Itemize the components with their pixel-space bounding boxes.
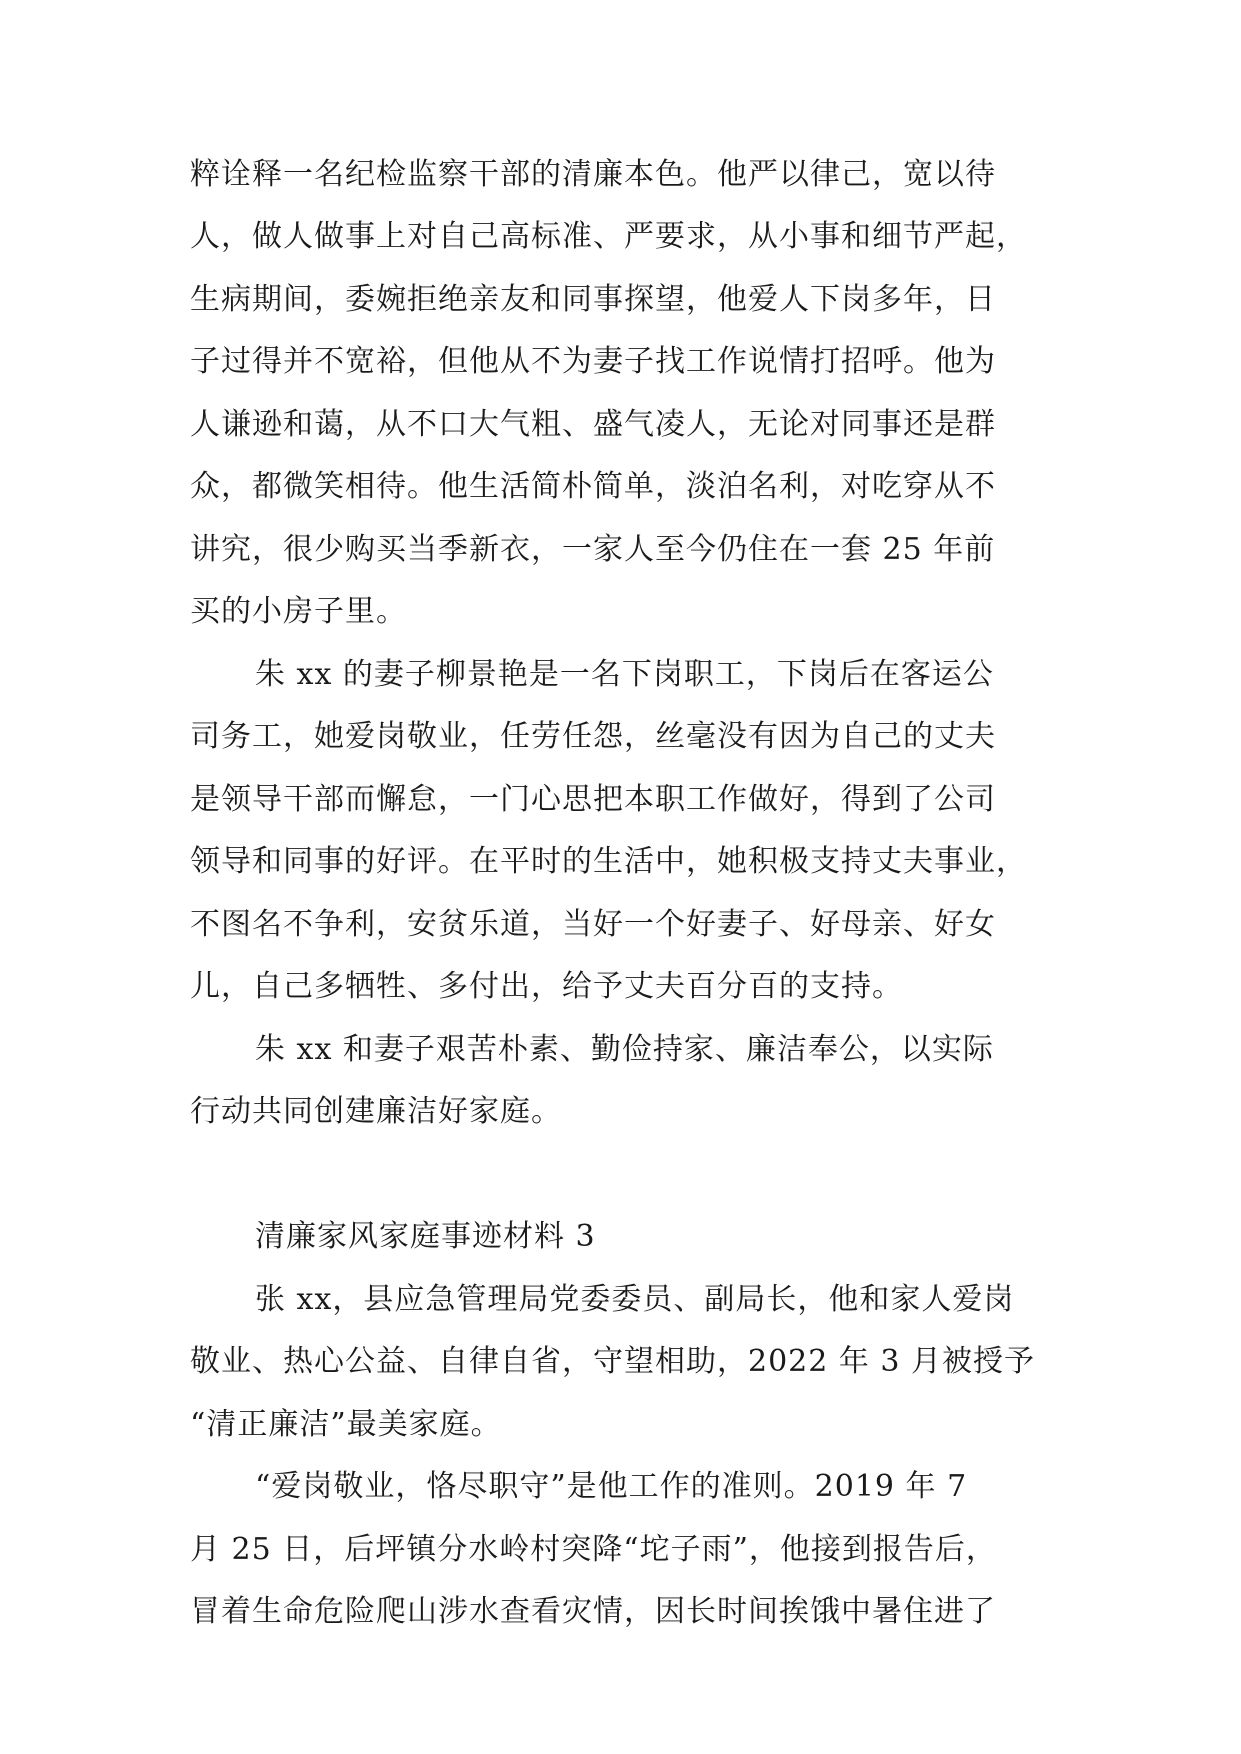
paragraph-line: “清正廉洁”最美家庭。 (190, 1407, 502, 1442)
paragraph-line: 是领导干部而懈怠，一门心思把本职工作做好，得到了公司 (190, 782, 996, 817)
paragraph-line: 领导和同事的好评。在平时的生活中，她积极支持丈夫事业， (190, 844, 1027, 879)
paragraph-line: 子过得并不宽裕，但他从不为妻子找工作说情打招呼。他为 (190, 344, 996, 379)
paragraph-line: 张 xx，县应急管理局党委委员、副局长，他和家人爱岗 (255, 1282, 1015, 1317)
paragraph-line: 儿，自己多牺牲、多付出，给予丈夫百分百的支持。 (190, 969, 903, 1004)
paragraph-line: 人，做人做事上对自己高标准、严要求，从小事和细节严起， (190, 219, 1027, 254)
section-heading: 清廉家风家庭事迹材料 3 (255, 1219, 596, 1254)
paragraph-line: 粹诠释一名纪检监察干部的清廉本色。他严以律己，宽以待 (190, 157, 996, 192)
paragraph-line: “爱岗敬业，恪尽职守”是他工作的准则。2019 年 7 (255, 1469, 968, 1504)
paragraph-line: 敬业、热心公益、自律自省，守望相助，2022 年 3 月被授予 (190, 1344, 1036, 1379)
paragraph-line: 司务工，她爱岗敬业，任劳任怨，丝毫没有因为自己的丈夫 (190, 719, 996, 754)
paragraph-line: 买的小房子里。 (190, 594, 407, 629)
paragraph-line: 众，都微笑相待。他生活简朴简单，淡泊名利，对吃穿从不 (190, 469, 996, 504)
paragraph-line: 朱 xx 和妻子艰苦朴素、勤俭持家、廉洁奉公，以实际 (255, 1032, 994, 1067)
paragraph-line: 生病期间，委婉拒绝亲友和同事探望，他爱人下岗多年，日 (190, 282, 996, 317)
paragraph-line: 行动共同创建廉洁好家庭。 (190, 1094, 562, 1129)
paragraph-line: 朱 xx 的妻子柳景艳是一名下岗职工，下岗后在客运公 (255, 657, 994, 692)
paragraph-line: 不图名不争利，安贫乐道，当好一个好妻子、好母亲、好女 (190, 907, 996, 942)
paragraph-line: 人谦逊和蔼，从不口大气粗、盛气凌人，无论对同事还是群 (190, 407, 996, 442)
paragraph-line: 讲究，很少购买当季新衣，一家人至今仍住在一套 25 年前 (190, 532, 996, 567)
paragraph-line: 月 25 日，后坪镇分水岭村突降“坨子雨”，他接到报告后， (190, 1532, 997, 1567)
paragraph-line: 冒着生命危险爬山涉水查看灾情，因长时间挨饿中暑住进了 (190, 1594, 996, 1629)
